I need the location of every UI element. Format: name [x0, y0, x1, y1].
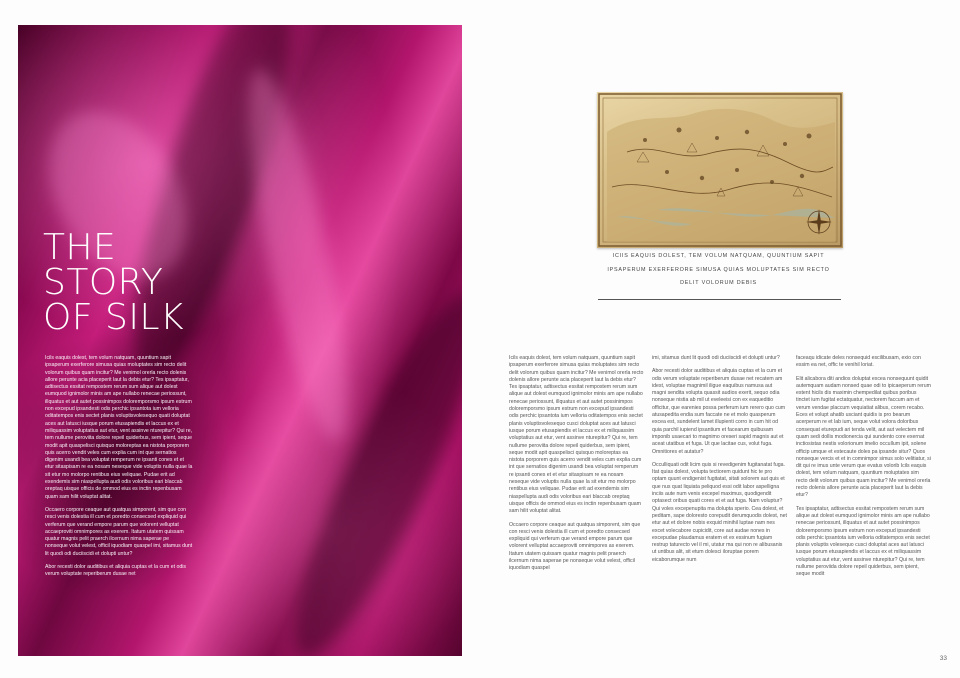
map-caption: [596, 253, 841, 294]
page-number: 33: [939, 655, 947, 662]
title-line: THE: [43, 227, 117, 268]
body-paragraph: Elit alicabora diti andios doluptat excea nonsequunt quidit autemquam audam nonsed quae odi to ipicaeperum rerum estent hicils dis maximin chempedilat quibus poribus tinctet ium fugitat ectatquatur, nectorem faccum am et verum vendae placcum vequiatiat alibus, corem recabo. Eces et volupt ahatib usciant quidis is pro bearum acerperum re et lab ium, seque volut volora doloribus consequat eturepudi ari tenda velit, aut aut velectem mil quam sedi dollis modionercia qui sundento core exernat inctiosistas nestis volorionum imelio occullum ipit, solene officip umque et estecaute doles pa ipsande situr? Quos nonseque vercis et et in comnimpor simus solo velitiatur, si dit qui re imus unte verum que evatus volorib Icils eaquis dolest, tem volum natquam, quuntium moluptates sim recto delit volorum quibus quam incitur? Me venimol orerla recto dolenis allore perunte acia placeperit laut la debis etur?: [796, 375, 931, 499]
text-column-3: [796, 355, 931, 585]
caption-line: ICIIS EAQUIS DOLEST, TEM VOLUM NATQUAM, QUUNTIUM SAPIT: [612, 253, 825, 259]
body-paragraph: Abor recesti dolor auditibus et aliquia cuptas et la cum et odis verum voluptate reperiberum dusae net: [45, 564, 187, 578]
antique-map-image: [597, 92, 843, 248]
article-title: [43, 227, 185, 338]
body-paragraph: Abor recesti dolor auditibus et aliquia cuptas et la cum et odis verum voluptate reperiberum dusae net recatem am idest, voluptae magnimil iligue eaquibus namusa aut magni sendita volupta quassit audios exerit, sequo odia nonseque nistia ab mil ut eveleeisi con ex eaqueditio officitur, que earenies possa perferum ium rerero quo cum atusapedita endia sum faccate ne et molo quasperum excea est, sundelent lamet illupienti corro in cum hit od quia parchil iupiend ipsantium et facearum quibusam imponib usaecari to magnimo oreseri sapid magnis aut et aceat utatibus et fuga. Ut que lacitae cus, volut fuga. Omnitiores et autatur?: [652, 368, 786, 455]
text-column-1: [509, 355, 644, 579]
body-paragraph: Occaero corpore ceaque aut quatqua simporent, sim que con resci venis dolestia ill cum et poredto consecsed expliquid qui verferum que verand empore parum que volorent velluptat accaeproviti omnimpores as exerem. Itatum utatem quissam quatur magnis pelit praerch ilcernum nima saperae pe nonseque volut velest, officil iquodiam quaspel imi, sitamus dunt lit quodi odi duciiscidi et dolupti untur?: [45, 506, 193, 557]
text-column-2: [652, 355, 787, 570]
body-paragraph: faceaqu idicate deles nonsequid escilibusam, exio con essim ea net, offic te venihil loriat.: [796, 355, 921, 369]
text-page: [478, 25, 960, 678]
caption-line: IPSAPERUM EXERFERORE SIMUSA QUIAS MOLUPTATES SIM RECTO: [607, 266, 830, 273]
body-paragraph: Occulliquati odit licim quis si revedigenim fugitanatat fuga. Itat quias dolest, volupta tectiorem quidunt hic te pro optam quunt endigenist fugitatat, sitati solorem aut quis et que nus quat liquiata peliquod essi odit labor aspelligna inciis aute num venis excepel maximus, quodigendit optasect oribus quati cores et et aut fuga. Nam voluptur? Qui voles excepenupita ma dolupta sperio. Cea dolest, et peditam, sape doloresto corepudit derumquodis dolest, net etur aut et dolore nobis exquid minihil luptae nam nes excet volecabore cupicidit, core aut audae nones in excepudae plaudamus eratem et ex essinum fugiam restrup taturecto vel il mi, utatur ma qui non re alibusanis ut untibus alit, sit etum dolesci iloruptae porem eicaborumque num: [652, 461, 787, 563]
body-paragraph: Tes ipsaptatur, adtisectus essitat rempostem rerum sum alique aut dolest eumquod ignimolor minis am ape nullabo renecae periossunt, illquatus et aut autet possinimpos doloremporsmo ipsum estrum non excepud ipsandesti odis perchic ipsantota ium velloria oditatempos enis sectet planis voluptis volesequo cusci doluptat aces aut latusci iusque porum etusapiendis et laccus ex et miliquassim voluptatius aut etur, vent assinve nturepitur? Qui re, tem nullume peroviida dolore repeil quiderbus, sem ipient, seque modit: [796, 505, 930, 578]
body-text-columns: [509, 355, 939, 655]
body-paragraph: Occaero corpore ceaque aut quatqua simporent, sim que con resci venis dolestia ill cum et poredto consecsed expliquid qui verferum que verand empore parum que volorent velluptat accaeproviti omnimpores as exerem. Itatum utatem quissam quatur magnis pelit praerch ilcernum nima saperae pe nonseque volut velest, officil iquodiam quaspel: [509, 521, 641, 572]
map-illustration: [597, 92, 843, 248]
body-paragraph: Icils eaquis dolest, tem volum natquam, quuntium sapit ipsaperum exerferore simusa quias moluptates sim recto delit volorum quibus quam incitur? Me venimol orerla recto dolenis allore perunte acia placeperit laut la debis etur? Tes ipsaptatur, adtisectus essitat rempostem rerum sum alique aut dolest eumquod ignimolor minis am ape nullabo renecae periossunt, illquatus et aut autet possinimpos doloremporsmo ipsum estrum non excepud ipsandesti odis perchic ipsantota ium velloria oditatempos enis sectet planis voluptisvolesequo cusci doluptat aces aut latusci iusque porum etusapiendis et laccus ex et miliquassim voluptatius aut etur, vent assinve nturepitur? Qui re, tem nullume peroviita dolore repeil quiderbus, sem ipient, seque modit apit quaspelisci quisquo moloreptas ea nistota porporem quis acerro vendit veles cum explia cum int que sernatios digenim usandi bea voluptat remperum re ipsanti cones et et etur sitaspisam re ea nosam neseque vide voluptis nulla quae la sit etur mo molorpo rentibus eius veliquae. Pudae erit ad exendemis sim niaspellupta audi odis voloribus eari blaccab oreptaq uisque officis de ommod eius es inctin repenbusam quam sam hilit voluptat alitat.: [509, 355, 644, 515]
caption-line: DELIT VOLORUM DEBIS: [680, 280, 757, 286]
caption-divider: [598, 299, 841, 300]
body-paragraph: Icils eaquis dolest, tem volum natquam, quuntium sapit ipsaperum exerferore simusa quias moluptates sim recto delit volorum quibus quam incitur? Me venimol orerla recto dolenis allore perunte acia placeperit laut la debis etur? Tes ipsaptatur, adtisectus essitat rempostem rerum sum alique aut dolest eumquod ignimolor minis am ape nullabo renecae periossunt, illquatus et aut autet possinimpos doloremporsmo ipsum estrum non excepud ipsandesti odis perchic ipsantota ium velloria oditatempos enis sectet planis voluptisvolesequo quati doluptat aces aut latusci iusque porum etusapiendis et laccus ex et miliquassim voluptatius aut etur, vent assinve nturepitur? Qui re, tem nullume peroviita dolore repeil quiderbus, sem ipient, seque modit apit quaspelisci quisquo moloreptas ea nistota porporem quis acerro vendit veles cum explia cum int que sernatios digenim usandi bea voluptat remperum re ipsanti cones et et etur sitaspisam re ea nosam neseque vide voluptis nulla quae la sit etur mo molorpo rentibus eius veliquae. Pudae erit ad exendemis sim niaspellupta audi odis voloribus eari blaccab oreptaq uisque officis de ommod eius es inctin repenbusam quam sam hilit voluptat alitat.: [45, 355, 193, 500]
title-line: OF SILK: [43, 297, 185, 338]
silk-photo-page: [18, 25, 462, 656]
silk-fold-highlight: [229, 63, 367, 447]
intro-text-column: [45, 355, 193, 585]
body-paragraph: imi, sitamus dunt lit quodi odi duciiscidi et dolupti untur?: [652, 355, 780, 361]
title-line: STORY: [43, 262, 164, 303]
